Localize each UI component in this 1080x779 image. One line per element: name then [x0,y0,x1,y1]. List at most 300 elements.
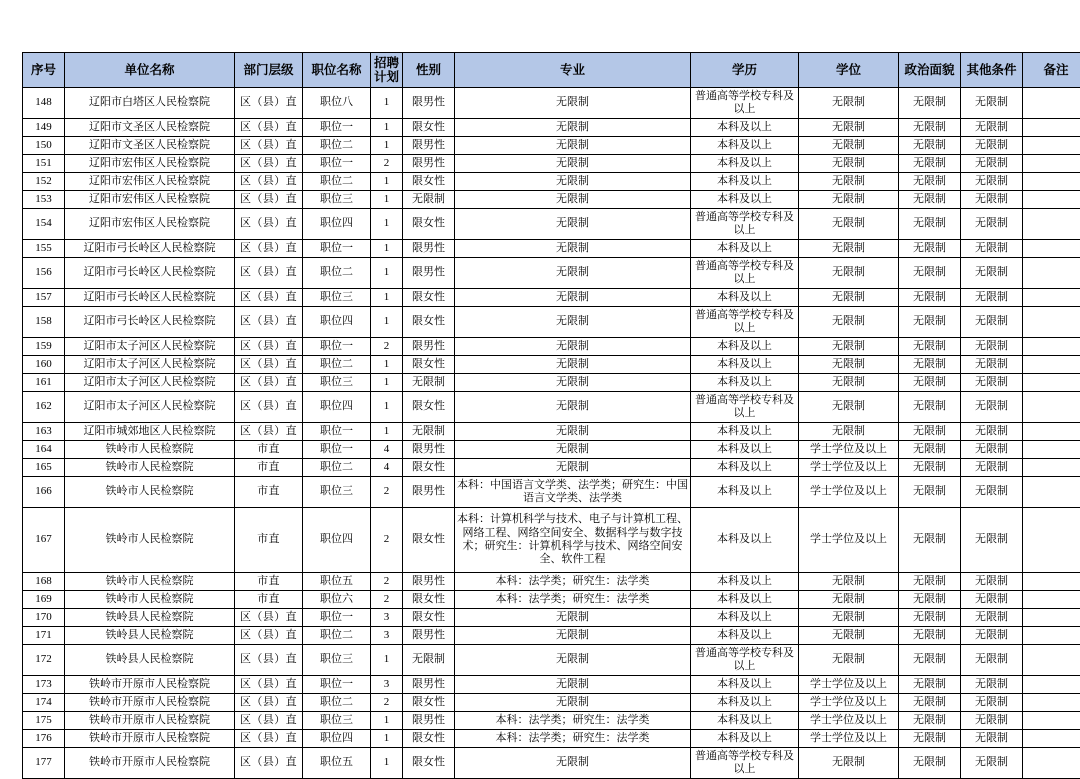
column-header-degree: 学位 [799,53,899,88]
cell-gender: 限男性 [403,627,455,645]
cell-seq: 174 [23,694,65,712]
cell-remark [1023,209,1080,240]
cell-degree: 无限制 [799,307,899,338]
cell-edu: 本科及以上 [691,573,799,591]
cell-unit: 辽阳市太子河区人民检察院 [65,392,235,423]
cell-party: 无限制 [899,289,961,307]
cell-other: 无限制 [961,338,1023,356]
cell-unit: 辽阳市太子河区人民检察院 [65,356,235,374]
cell-level: 区（县）直 [235,374,303,392]
cell-degree: 无限制 [799,645,899,676]
cell-seq: 171 [23,627,65,645]
cell-gender: 限女性 [403,459,455,477]
cell-seq: 176 [23,730,65,748]
column-header-seq: 序号 [23,53,65,88]
cell-other: 无限制 [961,119,1023,137]
cell-major: 无限制 [455,374,691,392]
cell-gender: 限男性 [403,477,455,508]
cell-party: 无限制 [899,694,961,712]
cell-seq: 163 [23,423,65,441]
cell-gender: 限男性 [403,137,455,155]
cell-seq: 157 [23,289,65,307]
cell-edu: 普通高等学校专科及以上 [691,258,799,289]
cell-other: 无限制 [961,676,1023,694]
table-row [23,508,1080,573]
column-header-gender: 性别 [403,53,455,88]
cell-major: 无限制 [455,307,691,338]
table-row [23,392,1080,423]
column-header-edu: 学历 [691,53,799,88]
cell-post: 职位四 [303,392,371,423]
cell-major: 无限制 [455,289,691,307]
cell-major: 无限制 [455,191,691,209]
cell-unit: 铁岭县人民检察院 [65,609,235,627]
cell-degree: 无限制 [799,289,899,307]
cell-remark [1023,477,1080,508]
cell-other: 无限制 [961,392,1023,423]
cell-remark [1023,694,1080,712]
cell-other: 无限制 [961,477,1023,508]
cell-edu: 本科及以上 [691,338,799,356]
cell-seq: 154 [23,209,65,240]
cell-post: 职位二 [303,459,371,477]
cell-unit: 铁岭县人民检察院 [65,627,235,645]
cell-level: 市直 [235,441,303,459]
cell-unit: 辽阳市弓长岭区人民检察院 [65,307,235,338]
cell-edu: 本科及以上 [691,356,799,374]
cell-major: 无限制 [455,676,691,694]
cell-degree: 学士学位及以上 [799,459,899,477]
column-header-other: 其他条件 [961,53,1023,88]
cell-unit: 辽阳市宏伟区人民检察院 [65,191,235,209]
cell-edu: 本科及以上 [691,137,799,155]
cell-party: 无限制 [899,748,961,779]
table-row [23,191,1080,209]
cell-gender: 无限制 [403,191,455,209]
cell-degree: 学士学位及以上 [799,676,899,694]
cell-level: 市直 [235,459,303,477]
cell-plan: 1 [371,209,403,240]
cell-post: 职位六 [303,591,371,609]
cell-gender: 限女性 [403,591,455,609]
cell-level: 区（县）直 [235,191,303,209]
cell-party: 无限制 [899,137,961,155]
cell-plan: 4 [371,459,403,477]
cell-other: 无限制 [961,748,1023,779]
cell-plan: 1 [371,137,403,155]
cell-edu: 本科及以上 [691,609,799,627]
cell-major: 无限制 [455,88,691,119]
cell-unit: 铁岭市人民检察院 [65,441,235,459]
cell-level: 区（县）直 [235,119,303,137]
cell-major: 无限制 [455,748,691,779]
cell-unit: 辽阳市太子河区人民检察院 [65,338,235,356]
cell-unit: 辽阳市文圣区人民检察院 [65,119,235,137]
cell-party: 无限制 [899,374,961,392]
cell-party: 无限制 [899,573,961,591]
cell-plan: 2 [371,477,403,508]
cell-edu: 本科及以上 [691,173,799,191]
cell-unit: 辽阳市文圣区人民检察院 [65,137,235,155]
cell-gender: 限女性 [403,694,455,712]
cell-level: 市直 [235,508,303,573]
cell-party: 无限制 [899,356,961,374]
cell-unit: 辽阳市城郊地区人民检察院 [65,423,235,441]
cell-plan: 3 [371,609,403,627]
cell-post: 职位二 [303,627,371,645]
cell-remark [1023,240,1080,258]
cell-seq: 177 [23,748,65,779]
column-header-remark: 备注 [1023,53,1080,88]
cell-other: 无限制 [961,591,1023,609]
cell-degree: 学士学位及以上 [799,712,899,730]
cell-other: 无限制 [961,573,1023,591]
table-row [23,730,1080,748]
cell-other: 无限制 [961,712,1023,730]
table-row [23,338,1080,356]
cell-party: 无限制 [899,609,961,627]
table-row [23,307,1080,338]
cell-party: 无限制 [899,258,961,289]
cell-other: 无限制 [961,88,1023,119]
cell-post: 职位三 [303,191,371,209]
cell-plan: 2 [371,694,403,712]
cell-plan: 1 [371,289,403,307]
cell-level: 区（县）直 [235,88,303,119]
recruitment-position-table [22,52,1080,779]
cell-gender: 限女性 [403,289,455,307]
cell-gender: 限女性 [403,356,455,374]
cell-gender: 限男性 [403,441,455,459]
cell-post: 职位四 [303,209,371,240]
table-row [23,627,1080,645]
cell-post: 职位三 [303,374,371,392]
table-row [23,423,1080,441]
cell-edu: 本科及以上 [691,477,799,508]
cell-major: 本科：计算机科学与技术、电子与计算机工程、网络工程、网络空间安全、数据科学与数字技术；研究生：计算机科学与技术、网络空间安全、软件工程 [455,508,691,573]
cell-other: 无限制 [961,356,1023,374]
cell-unit: 辽阳市弓长岭区人民检察院 [65,240,235,258]
cell-post: 职位一 [303,423,371,441]
cell-edu: 普通高等学校专科及以上 [691,645,799,676]
cell-level: 区（县）直 [235,694,303,712]
cell-remark [1023,137,1080,155]
cell-other: 无限制 [961,307,1023,338]
cell-degree: 无限制 [799,573,899,591]
cell-seq: 170 [23,609,65,627]
cell-major: 无限制 [455,423,691,441]
cell-post: 职位三 [303,289,371,307]
cell-degree: 无限制 [799,609,899,627]
cell-degree: 学士学位及以上 [799,508,899,573]
cell-unit: 辽阳市弓长岭区人民检察院 [65,258,235,289]
cell-party: 无限制 [899,155,961,173]
cell-level: 区（县）直 [235,356,303,374]
cell-other: 无限制 [961,173,1023,191]
cell-major: 无限制 [455,338,691,356]
cell-other: 无限制 [961,209,1023,240]
cell-major: 无限制 [455,694,691,712]
cell-remark [1023,338,1080,356]
cell-remark [1023,712,1080,730]
cell-seq: 160 [23,356,65,374]
cell-plan: 1 [371,748,403,779]
table-row [23,645,1080,676]
cell-gender: 限女性 [403,119,455,137]
cell-degree: 无限制 [799,591,899,609]
cell-other: 无限制 [961,459,1023,477]
cell-remark [1023,392,1080,423]
cell-post: 职位一 [303,240,371,258]
cell-remark [1023,307,1080,338]
cell-level: 区（县）直 [235,307,303,338]
cell-post: 职位八 [303,88,371,119]
cell-gender: 限女性 [403,173,455,191]
cell-edu: 本科及以上 [691,240,799,258]
cell-level: 区（县）直 [235,209,303,240]
cell-gender: 限男性 [403,88,455,119]
cell-major: 本科：法学类；研究生：法学类 [455,591,691,609]
cell-post: 职位四 [303,730,371,748]
table-row [23,573,1080,591]
table-row [23,137,1080,155]
cell-edu: 普通高等学校专科及以上 [691,209,799,240]
cell-seq: 151 [23,155,65,173]
cell-post: 职位三 [303,712,371,730]
cell-party: 无限制 [899,209,961,240]
column-header-level: 部门层级 [235,53,303,88]
cell-unit: 铁岭市开原市人民检察院 [65,694,235,712]
cell-major: 无限制 [455,459,691,477]
table-row [23,173,1080,191]
cell-edu: 普通高等学校专科及以上 [691,88,799,119]
cell-major: 本科：法学类；研究生：法学类 [455,712,691,730]
cell-plan: 4 [371,441,403,459]
cell-remark [1023,119,1080,137]
table-row [23,477,1080,508]
table-body [23,88,1080,779]
cell-gender: 限男性 [403,338,455,356]
cell-party: 无限制 [899,240,961,258]
cell-plan: 2 [371,155,403,173]
cell-degree: 无限制 [799,392,899,423]
cell-plan: 3 [371,627,403,645]
cell-major: 无限制 [455,258,691,289]
cell-degree: 无限制 [799,119,899,137]
cell-seq: 167 [23,508,65,573]
column-header-plan: 招聘计划 [371,53,403,88]
cell-edu: 本科及以上 [691,694,799,712]
cell-gender: 限男性 [403,240,455,258]
cell-remark [1023,676,1080,694]
cell-level: 区（县）直 [235,423,303,441]
cell-remark [1023,591,1080,609]
cell-remark [1023,609,1080,627]
table-row [23,88,1080,119]
cell-plan: 2 [371,591,403,609]
cell-degree: 无限制 [799,240,899,258]
cell-seq: 155 [23,240,65,258]
cell-major: 本科：中国语言文学类、法学类；研究生：中国语言文学类、法学类 [455,477,691,508]
cell-seq: 158 [23,307,65,338]
cell-remark [1023,459,1080,477]
table-row [23,155,1080,173]
table-row [23,459,1080,477]
cell-unit: 铁岭市开原市人民检察院 [65,748,235,779]
cell-seq: 150 [23,137,65,155]
cell-edu: 本科及以上 [691,289,799,307]
cell-other: 无限制 [961,137,1023,155]
cell-major: 无限制 [455,356,691,374]
cell-seq: 168 [23,573,65,591]
cell-level: 区（县）直 [235,137,303,155]
cell-major: 本科：法学类；研究生：法学类 [455,573,691,591]
table-row [23,119,1080,137]
cell-level: 区（县）直 [235,240,303,258]
cell-post: 职位一 [303,441,371,459]
cell-degree: 学士学位及以上 [799,441,899,459]
cell-post: 职位一 [303,155,371,173]
cell-edu: 本科及以上 [691,155,799,173]
cell-edu: 本科及以上 [691,591,799,609]
cell-other: 无限制 [961,289,1023,307]
cell-gender: 无限制 [403,423,455,441]
cell-seq: 164 [23,441,65,459]
cell-gender: 限男性 [403,712,455,730]
cell-post: 职位一 [303,676,371,694]
cell-degree: 学士学位及以上 [799,730,899,748]
cell-degree: 无限制 [799,258,899,289]
cell-other: 无限制 [961,191,1023,209]
cell-seq: 152 [23,173,65,191]
cell-remark [1023,289,1080,307]
cell-other: 无限制 [961,441,1023,459]
table-row [23,209,1080,240]
cell-seq: 148 [23,88,65,119]
recruitment-table-sheet [22,52,1059,779]
cell-degree: 无限制 [799,374,899,392]
cell-plan: 1 [371,173,403,191]
cell-seq: 159 [23,338,65,356]
cell-plan: 1 [371,88,403,119]
cell-plan: 1 [371,392,403,423]
cell-party: 无限制 [899,712,961,730]
cell-party: 无限制 [899,88,961,119]
cell-party: 无限制 [899,459,961,477]
table-row [23,591,1080,609]
cell-plan: 1 [371,645,403,676]
table-row [23,609,1080,627]
cell-plan: 2 [371,573,403,591]
cell-unit: 铁岭县人民检察院 [65,645,235,676]
cell-seq: 173 [23,676,65,694]
cell-edu: 普通高等学校专科及以上 [691,307,799,338]
table-row [23,240,1080,258]
cell-major: 无限制 [455,119,691,137]
cell-major: 无限制 [455,240,691,258]
cell-plan: 1 [371,374,403,392]
cell-major: 无限制 [455,392,691,423]
cell-party: 无限制 [899,477,961,508]
table-row [23,374,1080,392]
cell-gender: 无限制 [403,374,455,392]
cell-remark [1023,258,1080,289]
cell-party: 无限制 [899,191,961,209]
cell-degree: 无限制 [799,627,899,645]
cell-party: 无限制 [899,508,961,573]
cell-remark [1023,748,1080,779]
cell-plan: 1 [371,258,403,289]
cell-post: 职位五 [303,748,371,779]
cell-gender: 限女性 [403,748,455,779]
cell-edu: 本科及以上 [691,119,799,137]
cell-party: 无限制 [899,730,961,748]
cell-level: 市直 [235,591,303,609]
cell-seq: 175 [23,712,65,730]
cell-unit: 铁岭市人民检察院 [65,591,235,609]
cell-edu: 本科及以上 [691,441,799,459]
cell-level: 区（县）直 [235,155,303,173]
cell-post: 职位三 [303,477,371,508]
cell-post: 职位四 [303,508,371,573]
cell-level: 区（县）直 [235,609,303,627]
cell-post: 职位二 [303,137,371,155]
cell-other: 无限制 [961,374,1023,392]
cell-post: 职位五 [303,573,371,591]
cell-post: 职位四 [303,307,371,338]
cell-edu: 本科及以上 [691,459,799,477]
cell-level: 市直 [235,573,303,591]
cell-party: 无限制 [899,591,961,609]
cell-plan: 1 [371,356,403,374]
cell-remark [1023,645,1080,676]
cell-plan: 1 [371,240,403,258]
cell-degree: 无限制 [799,173,899,191]
cell-degree: 无限制 [799,191,899,209]
table-row [23,289,1080,307]
cell-plan: 1 [371,119,403,137]
cell-level: 区（县）直 [235,258,303,289]
cell-plan: 1 [371,712,403,730]
cell-party: 无限制 [899,307,961,338]
cell-other: 无限制 [961,240,1023,258]
cell-degree: 无限制 [799,88,899,119]
cell-edu: 本科及以上 [691,191,799,209]
cell-party: 无限制 [899,423,961,441]
cell-unit: 铁岭市开原市人民检察院 [65,730,235,748]
cell-edu: 本科及以上 [691,676,799,694]
cell-seq: 149 [23,119,65,137]
cell-major: 本科：法学类；研究生：法学类 [455,730,691,748]
cell-unit: 辽阳市宏伟区人民检察院 [65,173,235,191]
cell-post: 职位一 [303,609,371,627]
cell-gender: 无限制 [403,645,455,676]
cell-edu: 本科及以上 [691,508,799,573]
cell-edu: 本科及以上 [691,627,799,645]
cell-unit: 辽阳市弓长岭区人民检察院 [65,289,235,307]
cell-other: 无限制 [961,730,1023,748]
cell-degree: 学士学位及以上 [799,694,899,712]
cell-plan: 1 [371,307,403,338]
cell-other: 无限制 [961,258,1023,289]
cell-remark [1023,627,1080,645]
cell-major: 无限制 [455,137,691,155]
table-row [23,712,1080,730]
cell-major: 无限制 [455,209,691,240]
cell-party: 无限制 [899,119,961,137]
cell-gender: 限女性 [403,392,455,423]
cell-remark [1023,573,1080,591]
